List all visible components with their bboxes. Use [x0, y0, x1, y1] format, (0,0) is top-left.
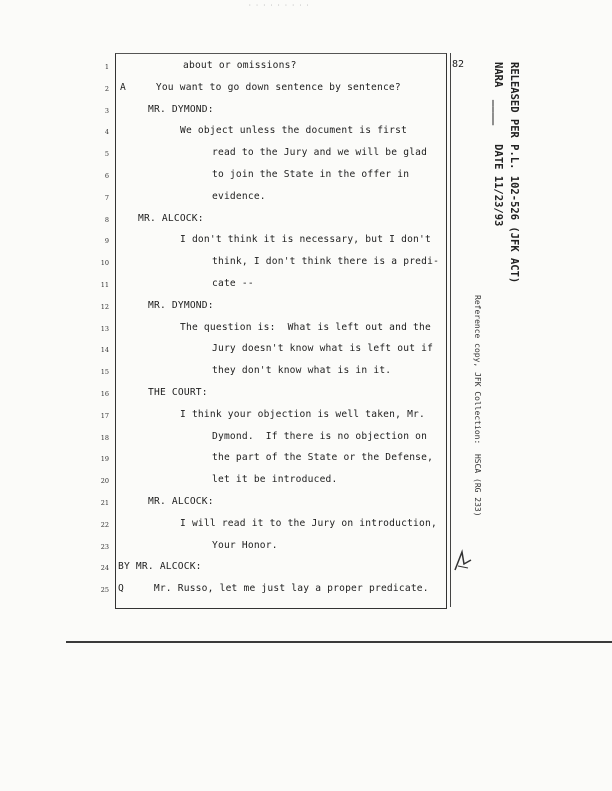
transcript-line: cate --: [212, 278, 254, 289]
transcript-line: MR. ALCOCK:: [138, 212, 204, 224]
line-number: 20: [100, 477, 109, 486]
margin-rule: [450, 53, 451, 607]
line-number: 11: [100, 281, 109, 289]
bottom-rule: [66, 641, 612, 643]
transcript-line: I don't think it is necessary, but I don't: [180, 234, 431, 246]
line-number: 13: [100, 324, 109, 333]
transcript-line: The question is: What is left out and the: [180, 321, 431, 333]
line-number: 7: [104, 193, 109, 202]
transcript-line: MR. DYMOND:: [148, 103, 214, 115]
transcript-line: THE COURT:: [148, 387, 208, 398]
line-number: 17: [100, 411, 109, 420]
transcript-line: they don't know what is in it.: [212, 365, 392, 377]
line-number: 1: [104, 63, 109, 71]
line-number: 24: [100, 564, 109, 573]
line-number: 14: [100, 346, 109, 355]
line-number: 5: [104, 150, 109, 159]
reference-note: Reference copy, JFK Collection: HSCA (RG 233): [473, 295, 482, 517]
line-number: 22: [100, 520, 109, 529]
line-number: 19: [100, 455, 109, 464]
line-number: 3: [104, 106, 109, 115]
transcript-line: BY MR. ALCOCK:: [118, 561, 202, 573]
line-number: 10: [100, 259, 109, 268]
transcript-line: think, I don't think there is a predi-: [212, 256, 440, 268]
transcript-line: read to the Jury and we will be glad: [212, 147, 428, 159]
transcript-line: to join the State in the offer in: [212, 169, 410, 180]
transcript-line: the part of the State or the Defense,: [212, 452, 434, 464]
top-smudge: · · · · · · · · ·: [248, 2, 310, 9]
transcript-line: Jury doesn't know what is left out if: [212, 343, 434, 355]
transcript-line: Your Honor.: [212, 539, 278, 551]
transcript-line: MR. DYMOND:: [148, 299, 214, 311]
transcript-line: I will read it to the Jury on introduction,: [180, 517, 437, 529]
line-number: 16: [100, 390, 109, 398]
line-number: 2: [104, 84, 109, 93]
line-number: 4: [104, 128, 109, 137]
release-stamp-line2: NARA ____ DATE 11/23/93: [492, 62, 504, 227]
page-number: 82: [452, 59, 465, 70]
transcript-line: MR. ALCOCK:: [148, 496, 214, 507]
handwritten-mark: [452, 548, 474, 574]
transcript-line: let it be introduced.: [212, 474, 338, 486]
line-number: 8: [104, 215, 109, 224]
transcript-line: Q Mr. Russo, let me just lay a proper predicate.: [118, 583, 429, 595]
transcript-line: We object unless the document is first: [180, 125, 408, 137]
line-number: 23: [100, 542, 109, 551]
line-number: 21: [100, 499, 109, 507]
line-number: 25: [100, 586, 109, 595]
transcript-line: Dymond. If there is no objection on: [212, 430, 428, 442]
transcript-line: about or omissions?: [183, 60, 297, 71]
line-number: 15: [100, 368, 109, 377]
release-stamp-line1: RELEASED PER P.L. 102-526 (JFK ACT): [508, 62, 520, 284]
transcript-line: A You want to go down sentence by sentence?: [120, 81, 401, 93]
line-number: 12: [100, 302, 109, 311]
transcript-line: I think your objection is well taken, Mr.: [180, 408, 426, 420]
line-number: 18: [100, 433, 109, 442]
line-number: 9: [104, 237, 109, 246]
line-number: 6: [104, 172, 109, 180]
transcript-line: evidence.: [212, 190, 266, 202]
